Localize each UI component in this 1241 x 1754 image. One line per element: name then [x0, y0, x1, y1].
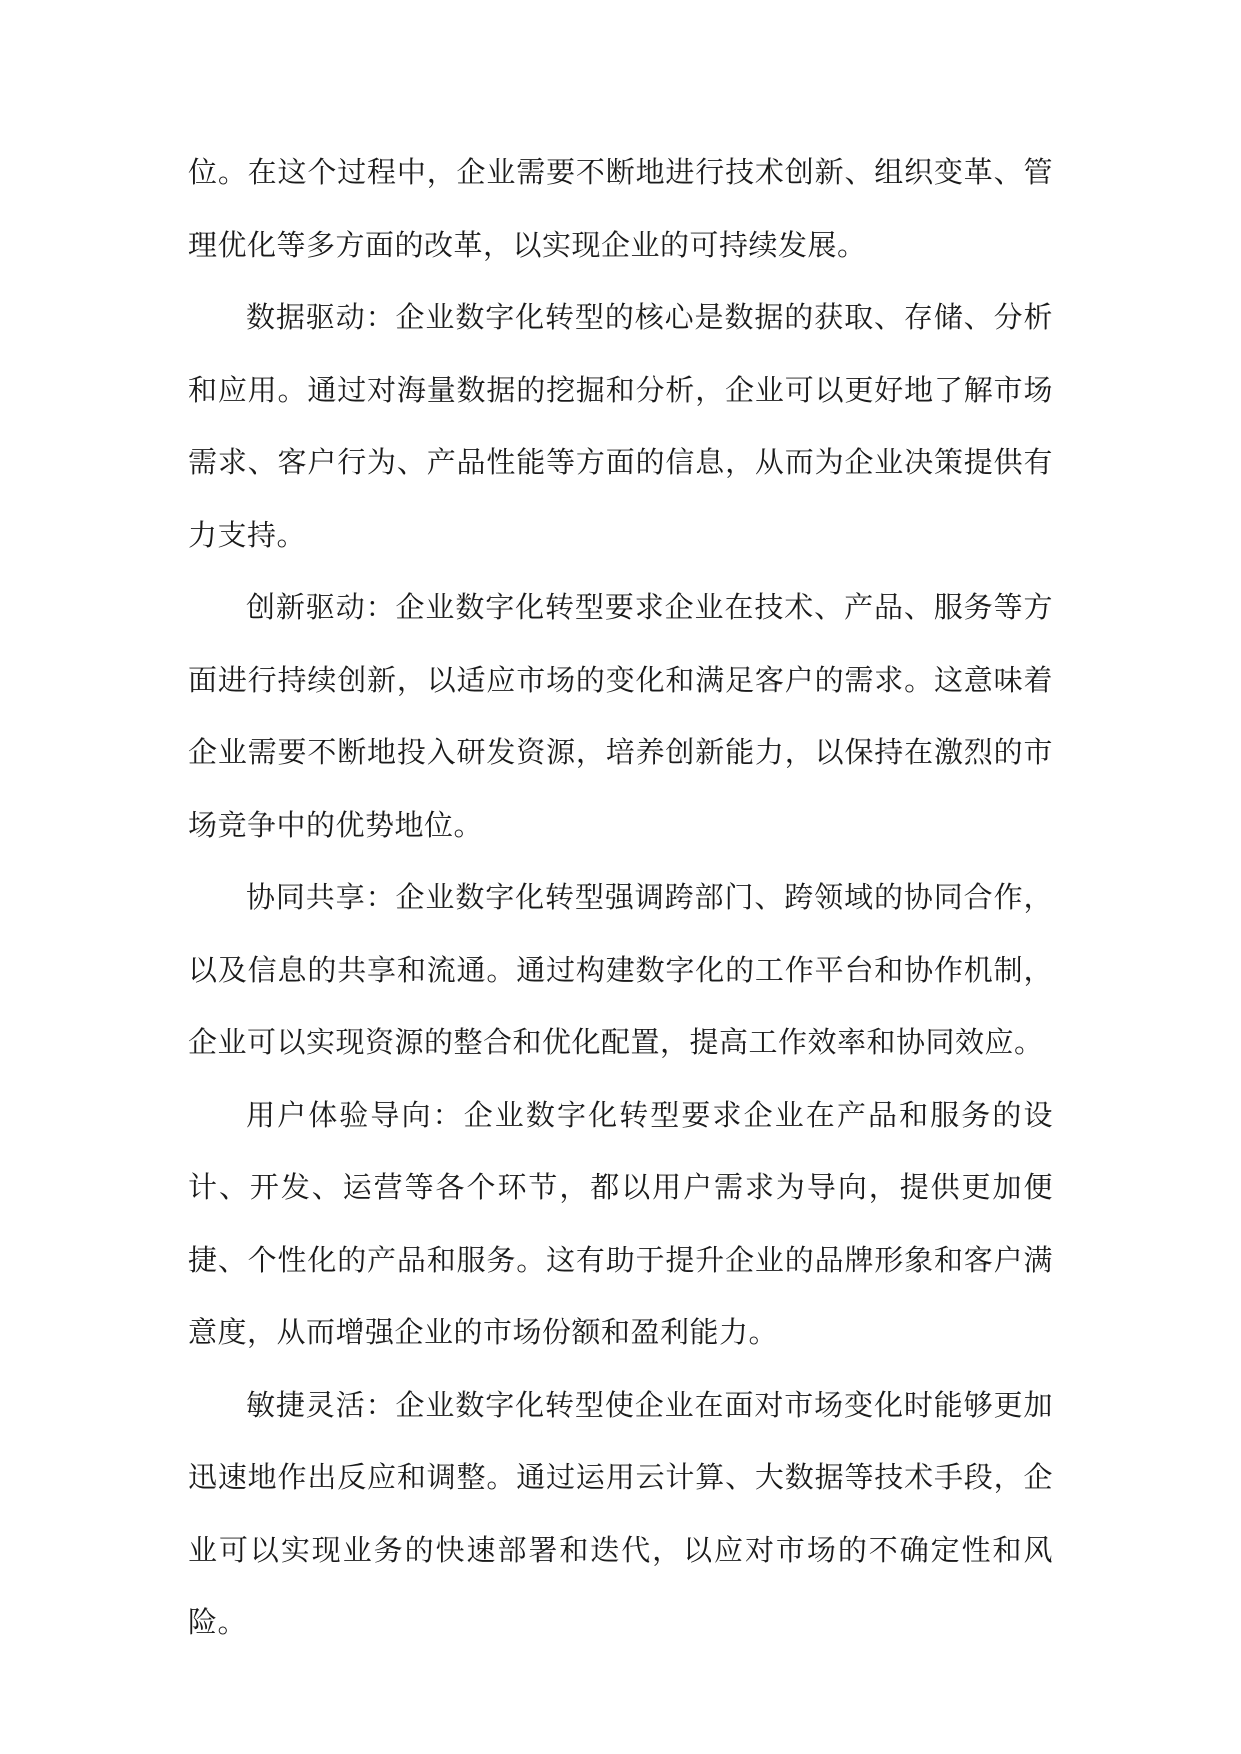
paragraph-continuation: 位。在这个过程中，企业需要不断地进行技术创新、组织变革、管理优化等多方面的改革，以实现企业的可持续发展。 [188, 155, 1053, 262]
paragraph-agility: 敏捷灵活：企业数字化转型使企业在面对市场变化时能够更加迅速地作出反应和调整。通过运用云计算、大数据等技术手段，企业可以实现业务的快速部署和迭代，以应对市场的不确定性和风险。 [188, 1387, 1053, 1639]
paragraph-innovation-driven: 创新驱动：企业数字化转型要求企业在技术、产品、服务等方面进行持续创新，以适应市场的变化和满足客户的需求。这意味着企业需要不断地投入研发资源，培养创新能力，以保持在激烈的市场竞争中的优势地位。 [188, 590, 1053, 842]
paragraph-collaboration-sharing: 协同共享：企业数字化转型强调跨部门、跨领域的协同合作，以及信息的共享和流通。通过构建数字化的工作平台和协作机制，企业可以实现资源的整合和优化配置，提高工作效率和协同效应。 [188, 880, 1053, 1059]
body-text [188, 136, 1053, 1659]
paragraph-data-driven: 数据驱动：企业数字化转型的核心是数据的获取、存储、分析和应用。通过对海量数据的挖掘和分析，企业可以更好地了解市场需求、客户行为、产品性能等方面的信息，从而为企业决策提供有力支持。 [188, 300, 1053, 552]
paragraph-user-experience: 用户体验导向：企业数字化转型要求企业在产品和服务的设计、开发、运营等各个环节，都以用户需求为导向，提供更加便捷、个性化的产品和服务。这有助于提升企业的品牌形象和客户满意度，从而增强企业的市场份额和盈利能力。 [188, 1097, 1053, 1349]
